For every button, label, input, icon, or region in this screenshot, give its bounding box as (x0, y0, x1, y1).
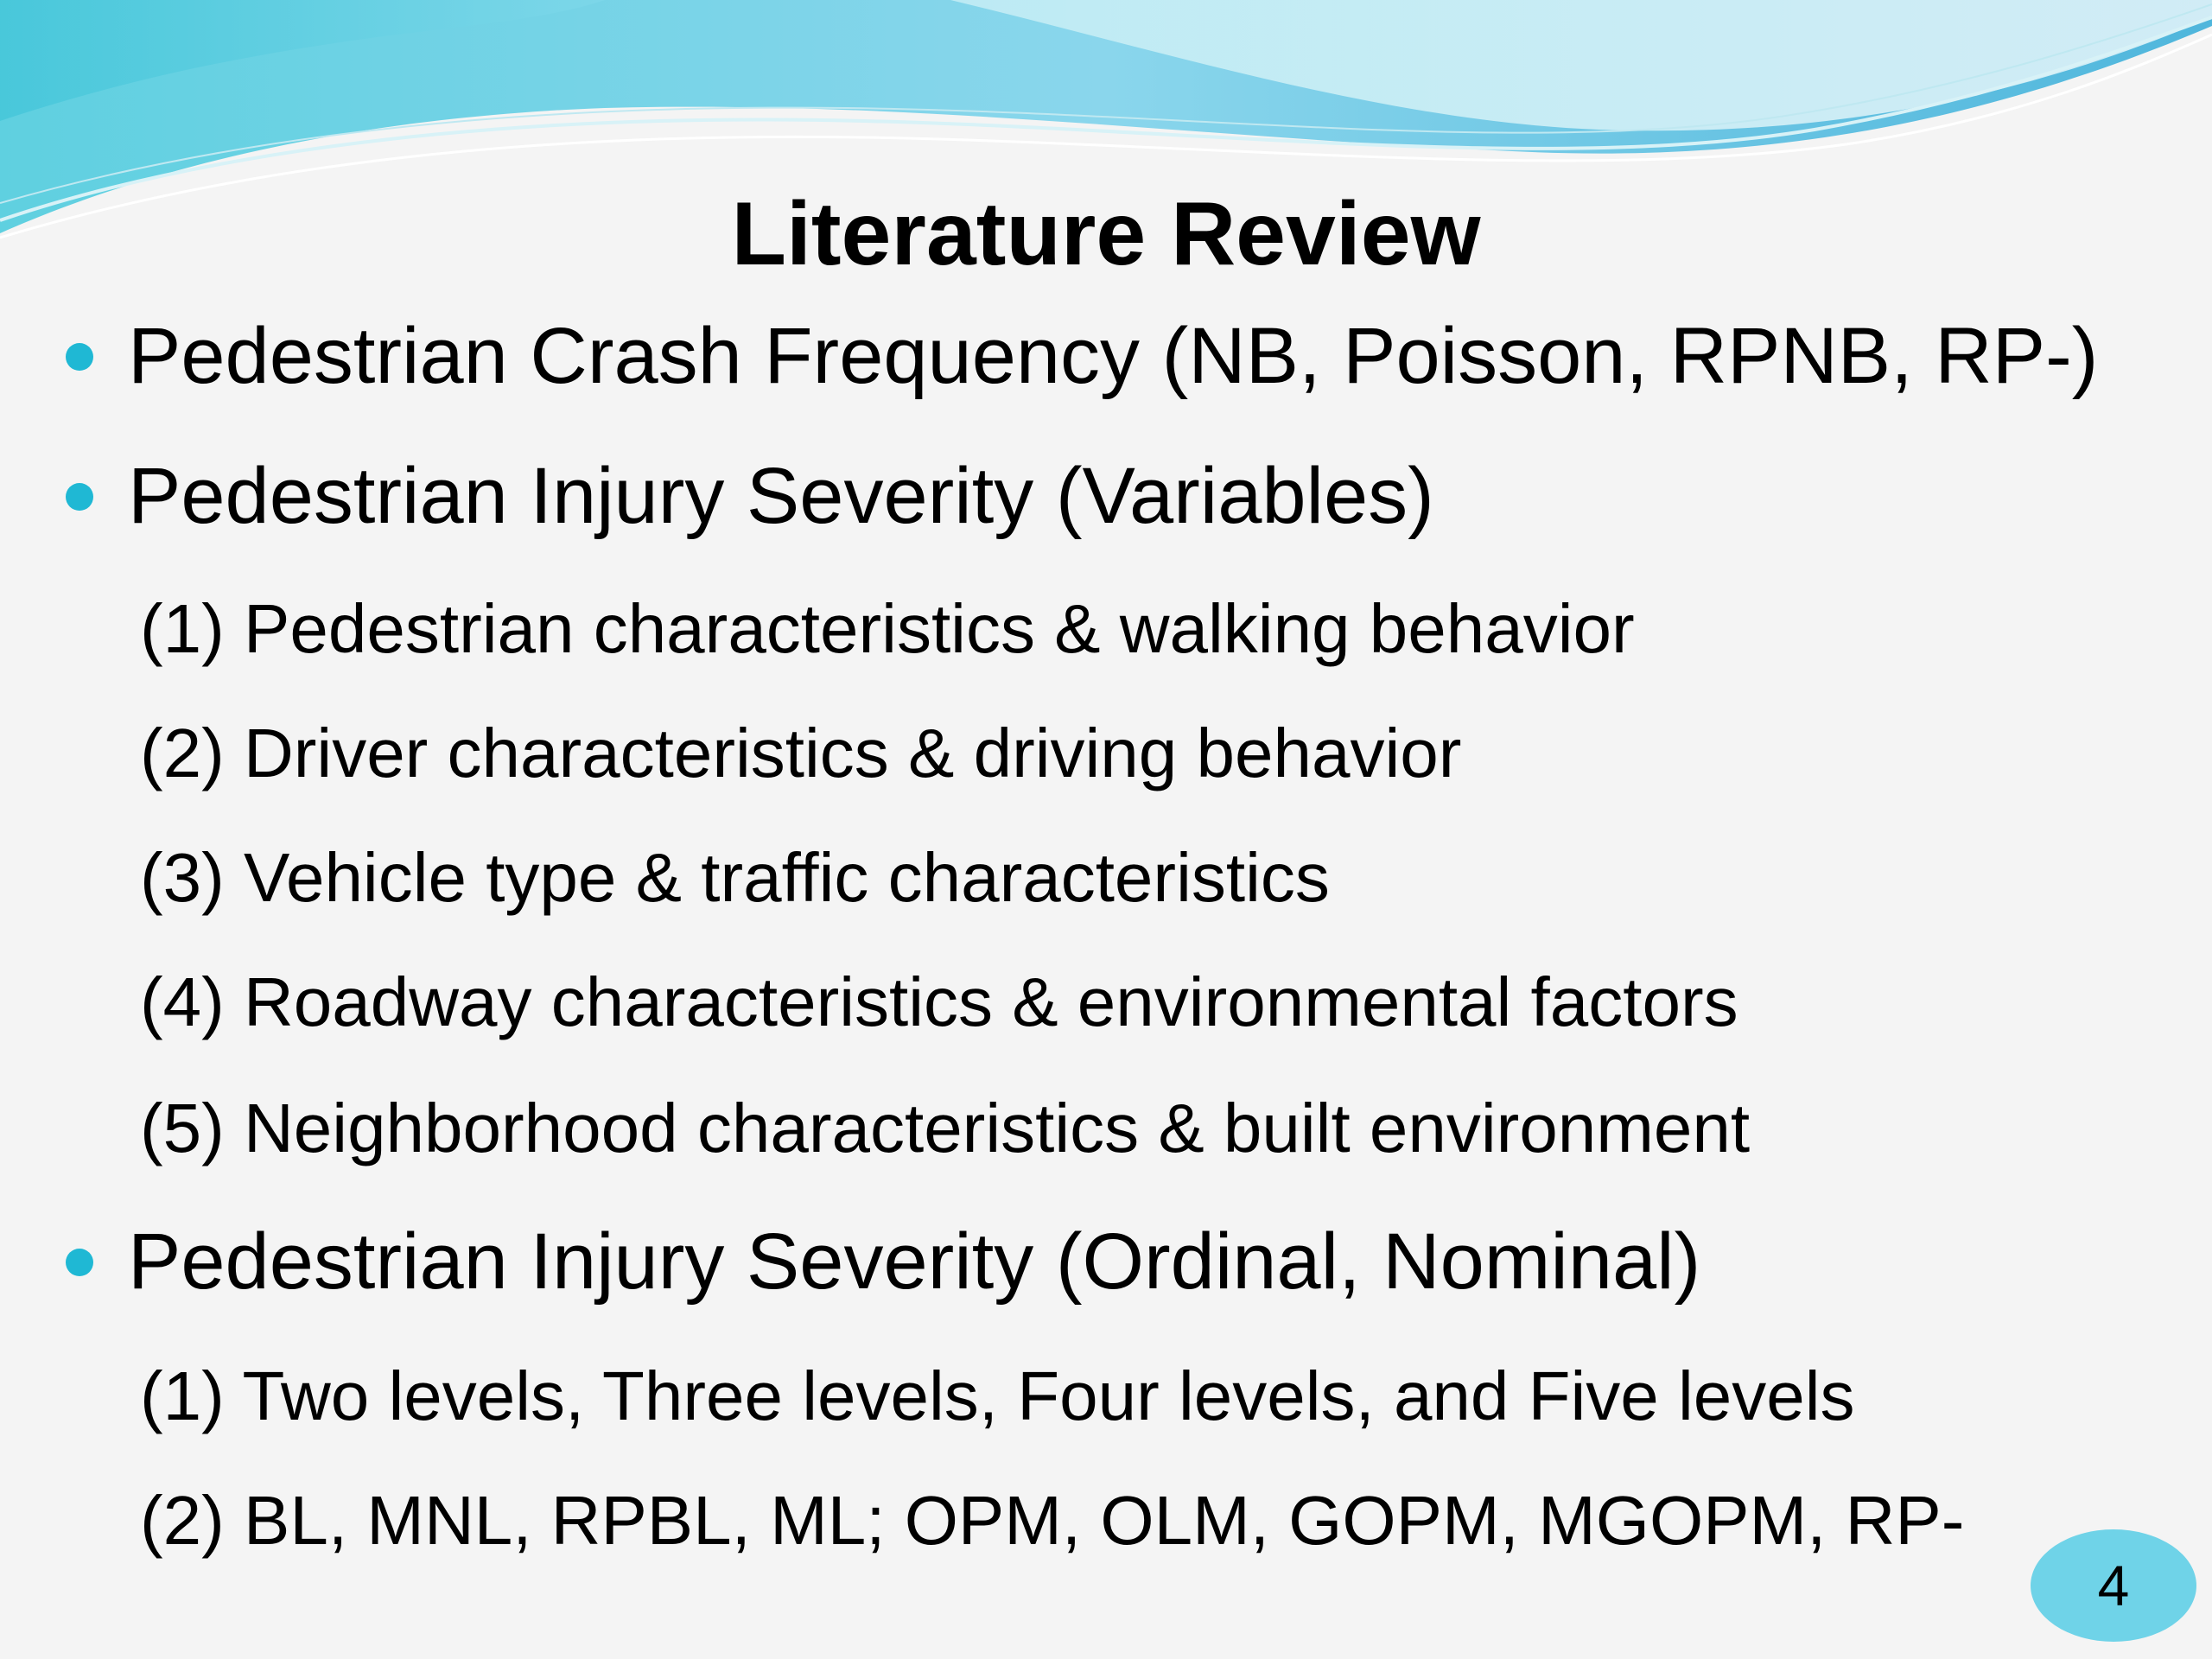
bullet-dot-icon (66, 1249, 93, 1276)
bullet-text: Pedestrian Injury Severity (Ordinal, Nominal) (128, 1217, 1701, 1306)
sub-item: (3) Vehicle type & traffic characteristics (140, 839, 1330, 916)
bullet-dot-icon (66, 343, 93, 371)
bullet-item (52, 313, 2098, 400)
sub-item: (1) Two levels, Three levels, Four levels, and Five levels (140, 1357, 1855, 1434)
bullet-text: Pedestrian Injury Severity (Variables) (128, 452, 1434, 540)
sub-item: (5) Neighborhood characteristics & built environment (140, 1090, 1751, 1166)
bullet-dot-icon (66, 483, 93, 511)
slide-title: Literature Review (731, 184, 1481, 284)
bullet-item (52, 453, 1434, 540)
page-number-badge: 4 (2031, 1529, 2196, 1642)
bullet-item (52, 1218, 1700, 1306)
sub-item: (2) BL, MNL, RPBL, ML; OPM, OLM, GOPM, MGOPM, RP- (140, 1482, 1965, 1559)
sub-item: (1) Pedestrian characteristics & walking behavior (140, 590, 1635, 667)
sub-item: (2) Driver characteristics & driving behavior (140, 715, 1462, 791)
sub-item: (4) Roadway characteristics & environmental factors (140, 963, 1738, 1040)
bullet-text: Pedestrian Crash Frequency (NB, Poisson, RPNB, RP-) (128, 312, 2099, 400)
